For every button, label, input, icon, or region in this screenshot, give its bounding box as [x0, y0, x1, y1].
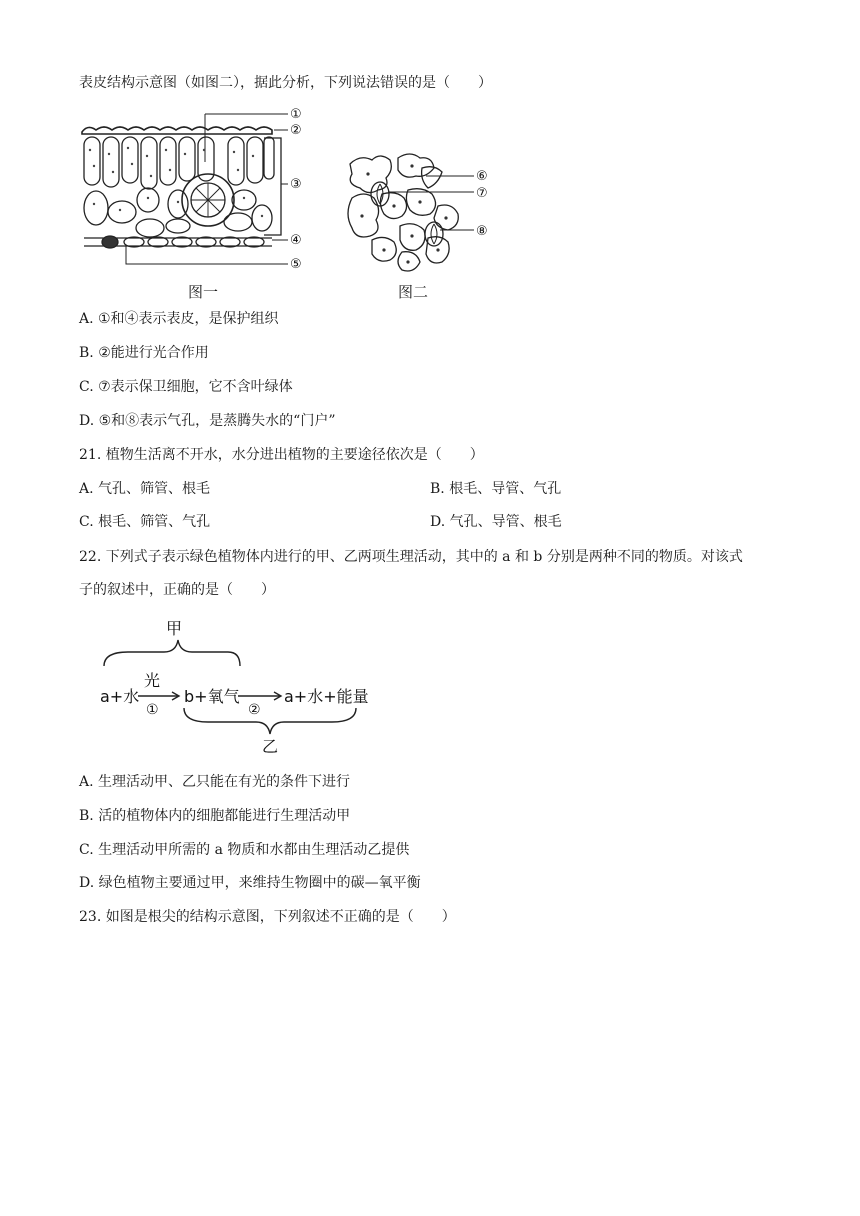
fig1-label-1: ①: [290, 107, 302, 122]
q22-option-b: B. 活的植物体内的细胞都能进行生理活动甲: [79, 808, 351, 824]
q20-stem: 表皮结构示意图（如图二），据此分析，下列说法错误的是（ ）: [79, 75, 492, 91]
q23-stem: 23. 如图是根尖的结构示意图，下列叙述不正确的是（ ）: [79, 909, 456, 925]
equation-arrow2-bottom: ②: [248, 702, 261, 718]
fig2-label-6: ⑥: [476, 169, 488, 184]
q22-stem-line2: 子的叙述中，正确的是（ ）: [79, 582, 275, 598]
equation-right: a+水+能量: [284, 687, 369, 706]
q20-option-a: A. ①和④表示表皮，是保护组织: [79, 311, 279, 327]
q21-stem: 21. 植物生活离不开水，水分进出植物的主要途径依次是（ ）: [79, 447, 484, 463]
equation-middle: b+氧气: [184, 687, 240, 706]
fig1-label-3: ③: [290, 177, 302, 192]
q21-option-b: B. 根毛、导管、气孔: [430, 481, 562, 497]
q21-option-c: C. 根毛、筛管、气孔: [79, 514, 211, 530]
equation-yi: 乙: [262, 737, 279, 756]
q20-option-b: B. ②能进行光合作用: [79, 345, 209, 361]
q22-stem-line1: 22. 下列式子表示绿色植物体内进行的甲、乙两项生理活动，其中的 a 和 b 分别是两种不同的物质。对该式: [79, 549, 743, 565]
q21-option-d: D. 气孔、导管、根毛: [430, 514, 562, 530]
fig2-label-7: ⑦: [476, 186, 488, 201]
fig1-label-5: ⑤: [290, 257, 302, 272]
fig1-label-4: ④: [290, 233, 302, 248]
fig2-label-8: ⑧: [476, 224, 488, 239]
equation-left: a+水: [100, 687, 140, 706]
q22-option-c: C. 生理活动甲所需的 a 物质和水都由生理活动乙提供: [79, 842, 410, 858]
equation-arrow1-top: 光: [144, 671, 161, 690]
photosynthesis-respiration-equation: [98, 618, 388, 758]
epidermis-figure: [342, 150, 502, 278]
q22-option-a: A. 生理活动甲、乙只能在有光的条件下进行: [79, 774, 351, 790]
leaf-cross-section-figure: [78, 100, 328, 280]
q20-option-d: D. ⑤和⑧表示气孔，是蒸腾失水的“门户”: [79, 413, 336, 429]
q21-option-a: A. 气孔、筛管、根毛: [79, 481, 211, 497]
fig1-label-2: ②: [290, 123, 302, 138]
equation-jia: 甲: [166, 619, 183, 638]
fig2-caption: 图二: [398, 283, 429, 301]
q20-option-c: C. ⑦表示保卫细胞，它不含叶绿体: [79, 379, 293, 395]
q22-option-d: D. 绿色植物主要通过甲，来维持生物圈中的碳—氧平衡: [79, 875, 421, 891]
equation-arrow1-bottom: ①: [146, 702, 159, 718]
fig1-caption: 图一: [188, 283, 219, 301]
